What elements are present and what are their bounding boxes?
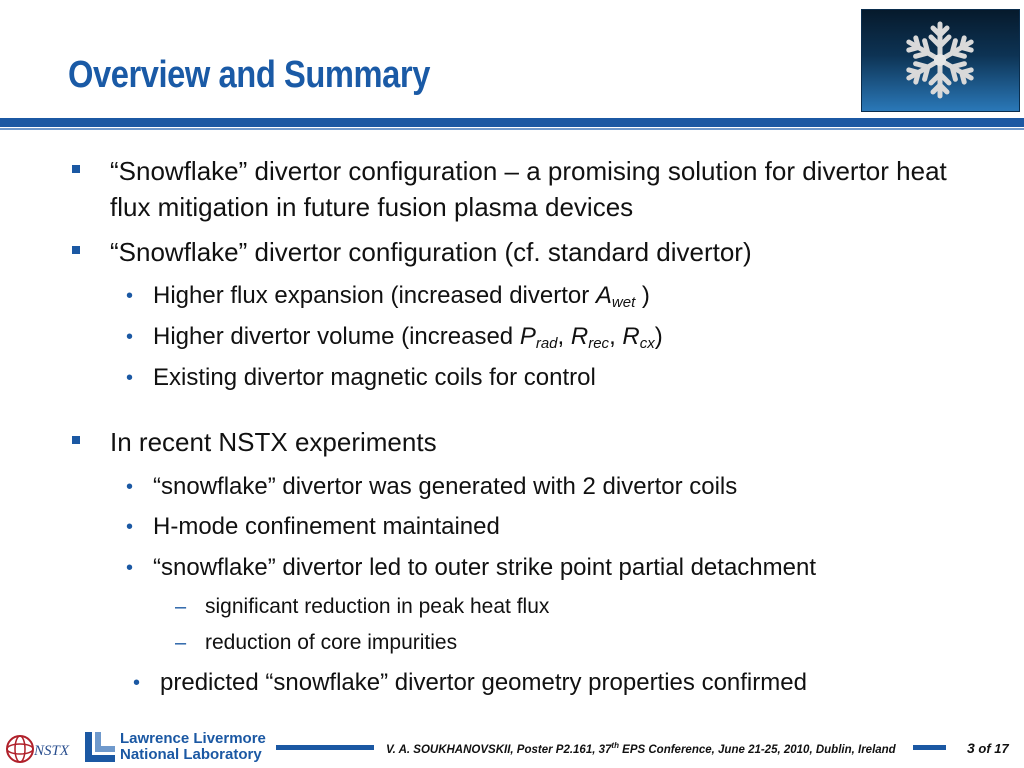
dash-bullet-icon: – bbox=[175, 596, 187, 618]
lab-name-line1: Lawrence Livermore bbox=[120, 730, 266, 747]
dot-bullet-icon: • bbox=[126, 285, 134, 307]
page-total: of 17 bbox=[974, 741, 1009, 756]
symbol-subscript: wet bbox=[611, 294, 636, 311]
square-bullet-icon bbox=[72, 246, 80, 254]
symbol: P bbox=[519, 323, 536, 350]
symbol: A bbox=[595, 282, 612, 309]
sub-sub-bullet-item bbox=[175, 630, 458, 656]
header-rule bbox=[0, 118, 1024, 127]
sub-sub-bullet-text: significant reduction in peak heat flux bbox=[205, 595, 550, 618]
sub-bullet-item bbox=[126, 472, 738, 502]
square-bullet-icon bbox=[72, 165, 80, 173]
symbol-subscript: rad bbox=[535, 335, 558, 352]
bullet-text: “Snowflake” divertor configuration – a promising solution for divertor heat flux mitigation in future fusion plasma devices bbox=[110, 156, 947, 222]
sub-bullet-item bbox=[126, 281, 650, 318]
dot-bullet-icon: • bbox=[126, 557, 134, 579]
footer-rule bbox=[913, 745, 946, 750]
nstx-logo bbox=[4, 733, 78, 765]
llnl-mark-icon bbox=[84, 730, 116, 764]
dot-bullet-icon: • bbox=[126, 476, 134, 498]
sub-bullet-item bbox=[126, 512, 500, 542]
separator: , bbox=[557, 323, 571, 350]
square-bullet-icon bbox=[72, 436, 80, 444]
snowflake-icon bbox=[900, 15, 980, 105]
sub-bullet-item bbox=[126, 553, 816, 583]
citation-text-end: EPS Conference, June 21-25, 2010, Dublin, Ireland bbox=[618, 743, 896, 756]
bullet-item bbox=[110, 153, 990, 225]
sub-bullet-text-end: ) bbox=[635, 282, 650, 309]
sub-bullet-text-end: ) bbox=[654, 323, 663, 350]
sub-bullet-text: Existing divertor magnetic coils for control bbox=[153, 364, 596, 391]
sub-bullet-item bbox=[133, 668, 807, 698]
symbol-subscript: rec bbox=[588, 335, 610, 352]
page-number bbox=[967, 740, 1009, 756]
sub-bullet-text: “snowflake” divertor led to outer strike point partial detachment bbox=[153, 554, 816, 581]
footer-citation bbox=[386, 741, 896, 756]
dot-bullet-icon: • bbox=[126, 516, 134, 538]
bullet-item bbox=[110, 234, 990, 270]
symbol-subscript: cx bbox=[639, 335, 655, 352]
footer-rule bbox=[276, 745, 374, 750]
separator: , bbox=[609, 323, 623, 350]
sub-bullet-text: predicted “snowflake” divertor geometry properties confirmed bbox=[160, 669, 807, 696]
dot-bullet-icon: • bbox=[126, 326, 134, 348]
nstx-logo-text: NSTX bbox=[34, 743, 70, 759]
header-rule-thin bbox=[0, 128, 1024, 130]
symbol: R bbox=[622, 323, 640, 350]
dot-bullet-icon: • bbox=[133, 672, 141, 694]
sub-bullet-item bbox=[126, 322, 663, 359]
sub-bullet-text: H-mode confinement maintained bbox=[153, 513, 500, 540]
citation-superscript: th bbox=[611, 741, 619, 750]
sub-bullet-text: Higher flux expansion (increased divertor bbox=[153, 282, 596, 309]
sub-sub-bullet-text: reduction of core impurities bbox=[205, 631, 458, 654]
lab-name-line2: National Laboratory bbox=[120, 746, 262, 763]
symbol: R bbox=[570, 323, 589, 350]
bullet-item bbox=[110, 424, 990, 460]
slide-title: Overview and Summary bbox=[68, 54, 430, 96]
sub-bullet-item bbox=[126, 363, 596, 393]
llnl-logo-text bbox=[120, 731, 266, 763]
sub-bullet-text: Higher divertor volume (increased bbox=[153, 323, 520, 350]
citation-text: V. A. SOUKHANOVSKII, Poster P2.161, 37 bbox=[386, 743, 612, 756]
sub-sub-bullet-item bbox=[175, 594, 550, 620]
snowflake-logo bbox=[861, 9, 1020, 112]
dot-bullet-icon: • bbox=[126, 367, 134, 389]
bullet-text: In recent NSTX experiments bbox=[110, 427, 437, 457]
sub-bullet-text: “snowflake” divertor was generated with 2 divertor coils bbox=[153, 473, 738, 500]
page-current: 3 bbox=[967, 740, 975, 756]
bullet-text: “Snowflake” divertor configuration (cf. standard divertor) bbox=[110, 237, 752, 267]
dash-bullet-icon: – bbox=[175, 632, 187, 654]
